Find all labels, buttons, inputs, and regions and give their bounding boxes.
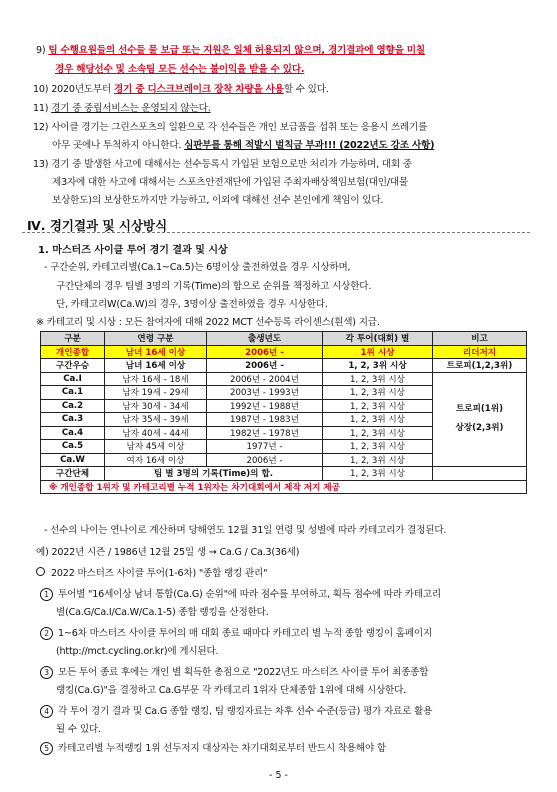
ranking-item-3 — [40, 666, 428, 679]
table-cell: Ca.4 — [41, 426, 105, 440]
ranking-heading — [36, 567, 267, 580]
merged-note-line: 트로피(1위) — [455, 404, 504, 415]
intro-line-3: 단, 카테고리W(Ca.W)의 경우, 3명이상 출전하였을 경우 시상한다. — [56, 299, 328, 310]
table-cell: 1, 2, 3위 시상 — [323, 372, 433, 386]
age-rule-line: - 선수의 나이는 연나이로 계산하며 당해연도 12월 31일 연령 및 성별에 따라 카테고리가 결정된다. — [44, 525, 447, 536]
table-cell: Ca.W — [41, 453, 105, 467]
rule-item-13-cont1 — [52, 176, 408, 189]
table-cell: 남녀 16세 이상 — [105, 359, 207, 373]
ranking-item-4-cont: 될 수 있다. — [56, 724, 101, 735]
rule-text: 할 수 있다. — [283, 84, 329, 95]
table-cell: 남자 45세 이상 — [105, 440, 207, 454]
rule-text: 팀 수행요원들의 선수들 물 보급 또는 지원은 일체 허용되지 않으며, 경기결과에 영향을 미칠 — [48, 45, 425, 56]
table-cell: 팀 별 3명의 기록(Time)의 합. — [105, 467, 323, 481]
rule-item-11 — [33, 102, 211, 115]
table-cell: 2006년 - — [207, 359, 323, 373]
rule-item-12 — [33, 121, 427, 134]
table-row — [41, 467, 527, 481]
merged-note-line: 상장(2,3위) — [455, 423, 504, 434]
rule-item-10 — [33, 83, 329, 96]
ranking-heading-text: 2022 마스터즈 사이클 투어(1-6차) "종합 랭킹 관리" — [51, 568, 268, 579]
rule-item-12-cont — [52, 139, 434, 152]
table-cell: Ca.5 — [41, 440, 105, 454]
table-row — [41, 345, 527, 359]
item-number: 9) — [36, 45, 46, 56]
table-cell: 1992년 - 1988년 — [207, 399, 323, 413]
table-cell: 2006년 - — [207, 345, 323, 359]
table-row — [41, 372, 527, 386]
table-cell: 1, 2, 3위 시상 — [323, 440, 433, 454]
table-cell: 여자 16세 이상 — [105, 453, 207, 467]
table-cell: 1982년 - 1978년 — [207, 426, 323, 440]
table-cell: 구간단체 — [41, 467, 105, 481]
table-cell-merged — [433, 372, 527, 467]
table-cell: Ca.2 — [41, 399, 105, 413]
table-cell: 2006년 - — [207, 453, 323, 467]
table-note: ※ 개인종합 1위자 및 카테고리별 누적 1위자는 차기대회에서 제작 저지 제공 — [41, 480, 527, 494]
rule-text: 아무 곳에나 투척하지 아니한다. — [52, 140, 182, 151]
table-row — [41, 359, 527, 373]
rule-text-emphasis: 심판부를 통해 적발시 벌칙금 부과!!! (2022년도 강조 사항) — [184, 140, 435, 151]
table-cell: 1, 2, 3위 시상 — [323, 386, 433, 400]
table-cell: 1, 2, 3위 시상 — [323, 413, 433, 427]
table-cell: 남자 40세 - 44세 — [105, 426, 207, 440]
table-note-row — [41, 480, 527, 494]
item-number: 13) — [33, 159, 49, 170]
hollow-circle-bullet-icon — [36, 567, 45, 576]
table-cell: 1, 2, 3위 시상 — [323, 399, 433, 413]
rule-text: 사이클 경기는 그린스포츠의 일환으로 각 선수들은 개인 보급품을 섭취 또는 응용시 쓰레기를 — [51, 122, 428, 133]
award-table — [40, 331, 527, 494]
ranking-item-3-cont: 랭킹(Ca.G)"을 결정하고 Ca.G부문 각 카테고리 1위자 단체종합 1위에 대해 시상한다. — [56, 685, 407, 696]
column-header: 각 투어(대회) 별 — [323, 332, 433, 346]
subsection-title: 1. 마스터즈 사이클 투어 경기 결과 및 시상 — [38, 245, 228, 256]
ranking-text: 각 투어 경기 결과 및 Ca.G 종합 랭킹, 팀 랭킹자료는 차후 선수 수준(등급) 평가 자료로 활용 — [58, 706, 433, 717]
table-cell: 리더저지 — [433, 345, 527, 359]
table-cell: 2003년 - 1993년 — [207, 386, 323, 400]
ranking-item-5 — [40, 742, 386, 755]
rule-text: 경우 해당선수 및 소속팀 모든 선수는 불이익을 받을 수 있다. — [55, 64, 305, 75]
table-cell: 1, 2, 3위 시상 — [323, 467, 433, 481]
ranking-text: 모든 투어 종료 후에는 개인 별 획득한 총점으로 "2022년도 마스터즈 사이클 투어 최종종합 — [58, 667, 429, 678]
table-cell: 남자 19세 - 29세 — [105, 386, 207, 400]
circled-four-icon: 4 — [40, 705, 53, 718]
table-cell: 남자 35세 - 39세 — [105, 413, 207, 427]
table-cell: 1987년 - 1983년 — [207, 413, 323, 427]
column-header: 출생년도 — [207, 332, 323, 346]
rule-text-emphasis: 경기 중 디스크브레이크 장착 차량을 사용 — [113, 84, 284, 95]
table-cell: 1, 2, 3위 시상 — [323, 359, 433, 373]
rule-item-9 — [36, 44, 425, 57]
intro-line-1: - 구간순위, 카테고리별(Ca.1~Ca.5)는 6명이상 출전하였을 경우 시상하며, — [44, 262, 351, 273]
intro-line-2: 구간단체의 경우 팀별 3명의 기록(Time)의 합으로 순위를 책정하고 시상한다. — [56, 281, 372, 292]
rule-item-9-cont — [55, 63, 304, 76]
rule-item-13-cont2 — [52, 194, 383, 207]
table-cell — [433, 467, 527, 481]
table-cell: 남녀 16세 이상 — [105, 345, 207, 359]
column-header: 구분 — [41, 332, 105, 346]
ranking-item-1 — [40, 588, 441, 601]
circled-one-icon: 1 — [40, 588, 53, 601]
age-example-line: 예) 2022년 시즌 / 1986년 12월 25일 생 → Ca.G / Ca.3(36세) — [36, 547, 300, 558]
circled-three-icon: 3 — [40, 666, 53, 679]
section-title: Ⅳ. 경기결과 및 시상방식 — [27, 218, 168, 233]
intro-line-4: ※ 카테고리 및 시상 : 모든 참여자에 대해 2022 MCT 선수등록 라이센스(흰색) 지급. — [36, 317, 380, 328]
rule-text: 2020년도부터 — [51, 84, 114, 95]
ranking-text: 투어별 "16세이상 남녀 통합(Ca.G) 순위"에 따라 점수를 부여하고, 획득 점수에 따라 카테고리 — [58, 589, 442, 600]
table-cell: 개인종합 — [41, 345, 105, 359]
table-cell: 구간우승 — [41, 359, 105, 373]
table-cell: 트로피(1,2,3위) — [433, 359, 527, 373]
circled-five-icon: 5 — [40, 742, 53, 755]
table-cell: 1위 시상 — [323, 345, 433, 359]
page-number: - 5 - — [269, 770, 288, 781]
rule-item-13 — [33, 158, 412, 171]
rule-text: 보상한도)의 보상한도까지만 가능하고, 이외에 대해선 선수 본인에게 책임이 있다. — [52, 195, 384, 206]
column-header: 비고 — [433, 332, 527, 346]
table-cell: 남자 16세 - 18세 — [105, 372, 207, 386]
ranking-text: 카테고리별 누적랭킹 1위 선두저지 대상자는 차기대회로부터 반드시 착용해야 함 — [58, 743, 386, 754]
ranking-item-2-cont: (http://mct.cycling.or.kr)에 게시된다. — [56, 646, 219, 657]
table-cell: Ca.I — [41, 372, 105, 386]
circled-two-icon: 2 — [40, 627, 53, 640]
table-cell: 남자 30세 - 34세 — [105, 399, 207, 413]
ranking-item-2 — [40, 627, 432, 640]
table-cell: Ca.1 — [41, 386, 105, 400]
column-header: 연령 구분 — [105, 332, 207, 346]
ranking-text: 1~6차 마스터즈 사이클 투어의 매 대회 종료 때마다 카테고리 별 누적 종합 랭킹이 홈페이지 — [58, 628, 433, 639]
table-cell: Ca.3 — [41, 413, 105, 427]
ranking-item-4 — [40, 705, 432, 718]
table-cell: 1977년 - — [207, 440, 323, 454]
table-header-row — [41, 332, 527, 346]
item-number: 11) — [33, 103, 49, 114]
ranking-item-1-cont: 별(Ca.G/Ca.I/Ca.W/Ca.1-5) 종합 랭킹을 산정한다. — [56, 607, 269, 618]
item-number: 12) — [33, 122, 49, 133]
table-cell: 1, 2, 3위 시상 — [323, 453, 433, 467]
rule-text: 제3자에 대한 사고에 대해서는 스포츠안전재단에 가입된 주최자배상책임보험(대인/대물 — [52, 177, 409, 188]
rule-text: 경기 중 발생한 사고에 대해서는 선수등록시 가입된 보험으로만 처리가 가능하며, 대회 중 — [51, 159, 412, 170]
section-divider — [22, 232, 530, 233]
rule-text: 경기 중 중립서비스는 운영되지 않는다. — [51, 103, 211, 114]
table-cell: 1, 2, 3위 시상 — [323, 426, 433, 440]
item-number: 10) — [33, 84, 49, 95]
table-cell: 2006년 - 2004년 — [207, 372, 323, 386]
